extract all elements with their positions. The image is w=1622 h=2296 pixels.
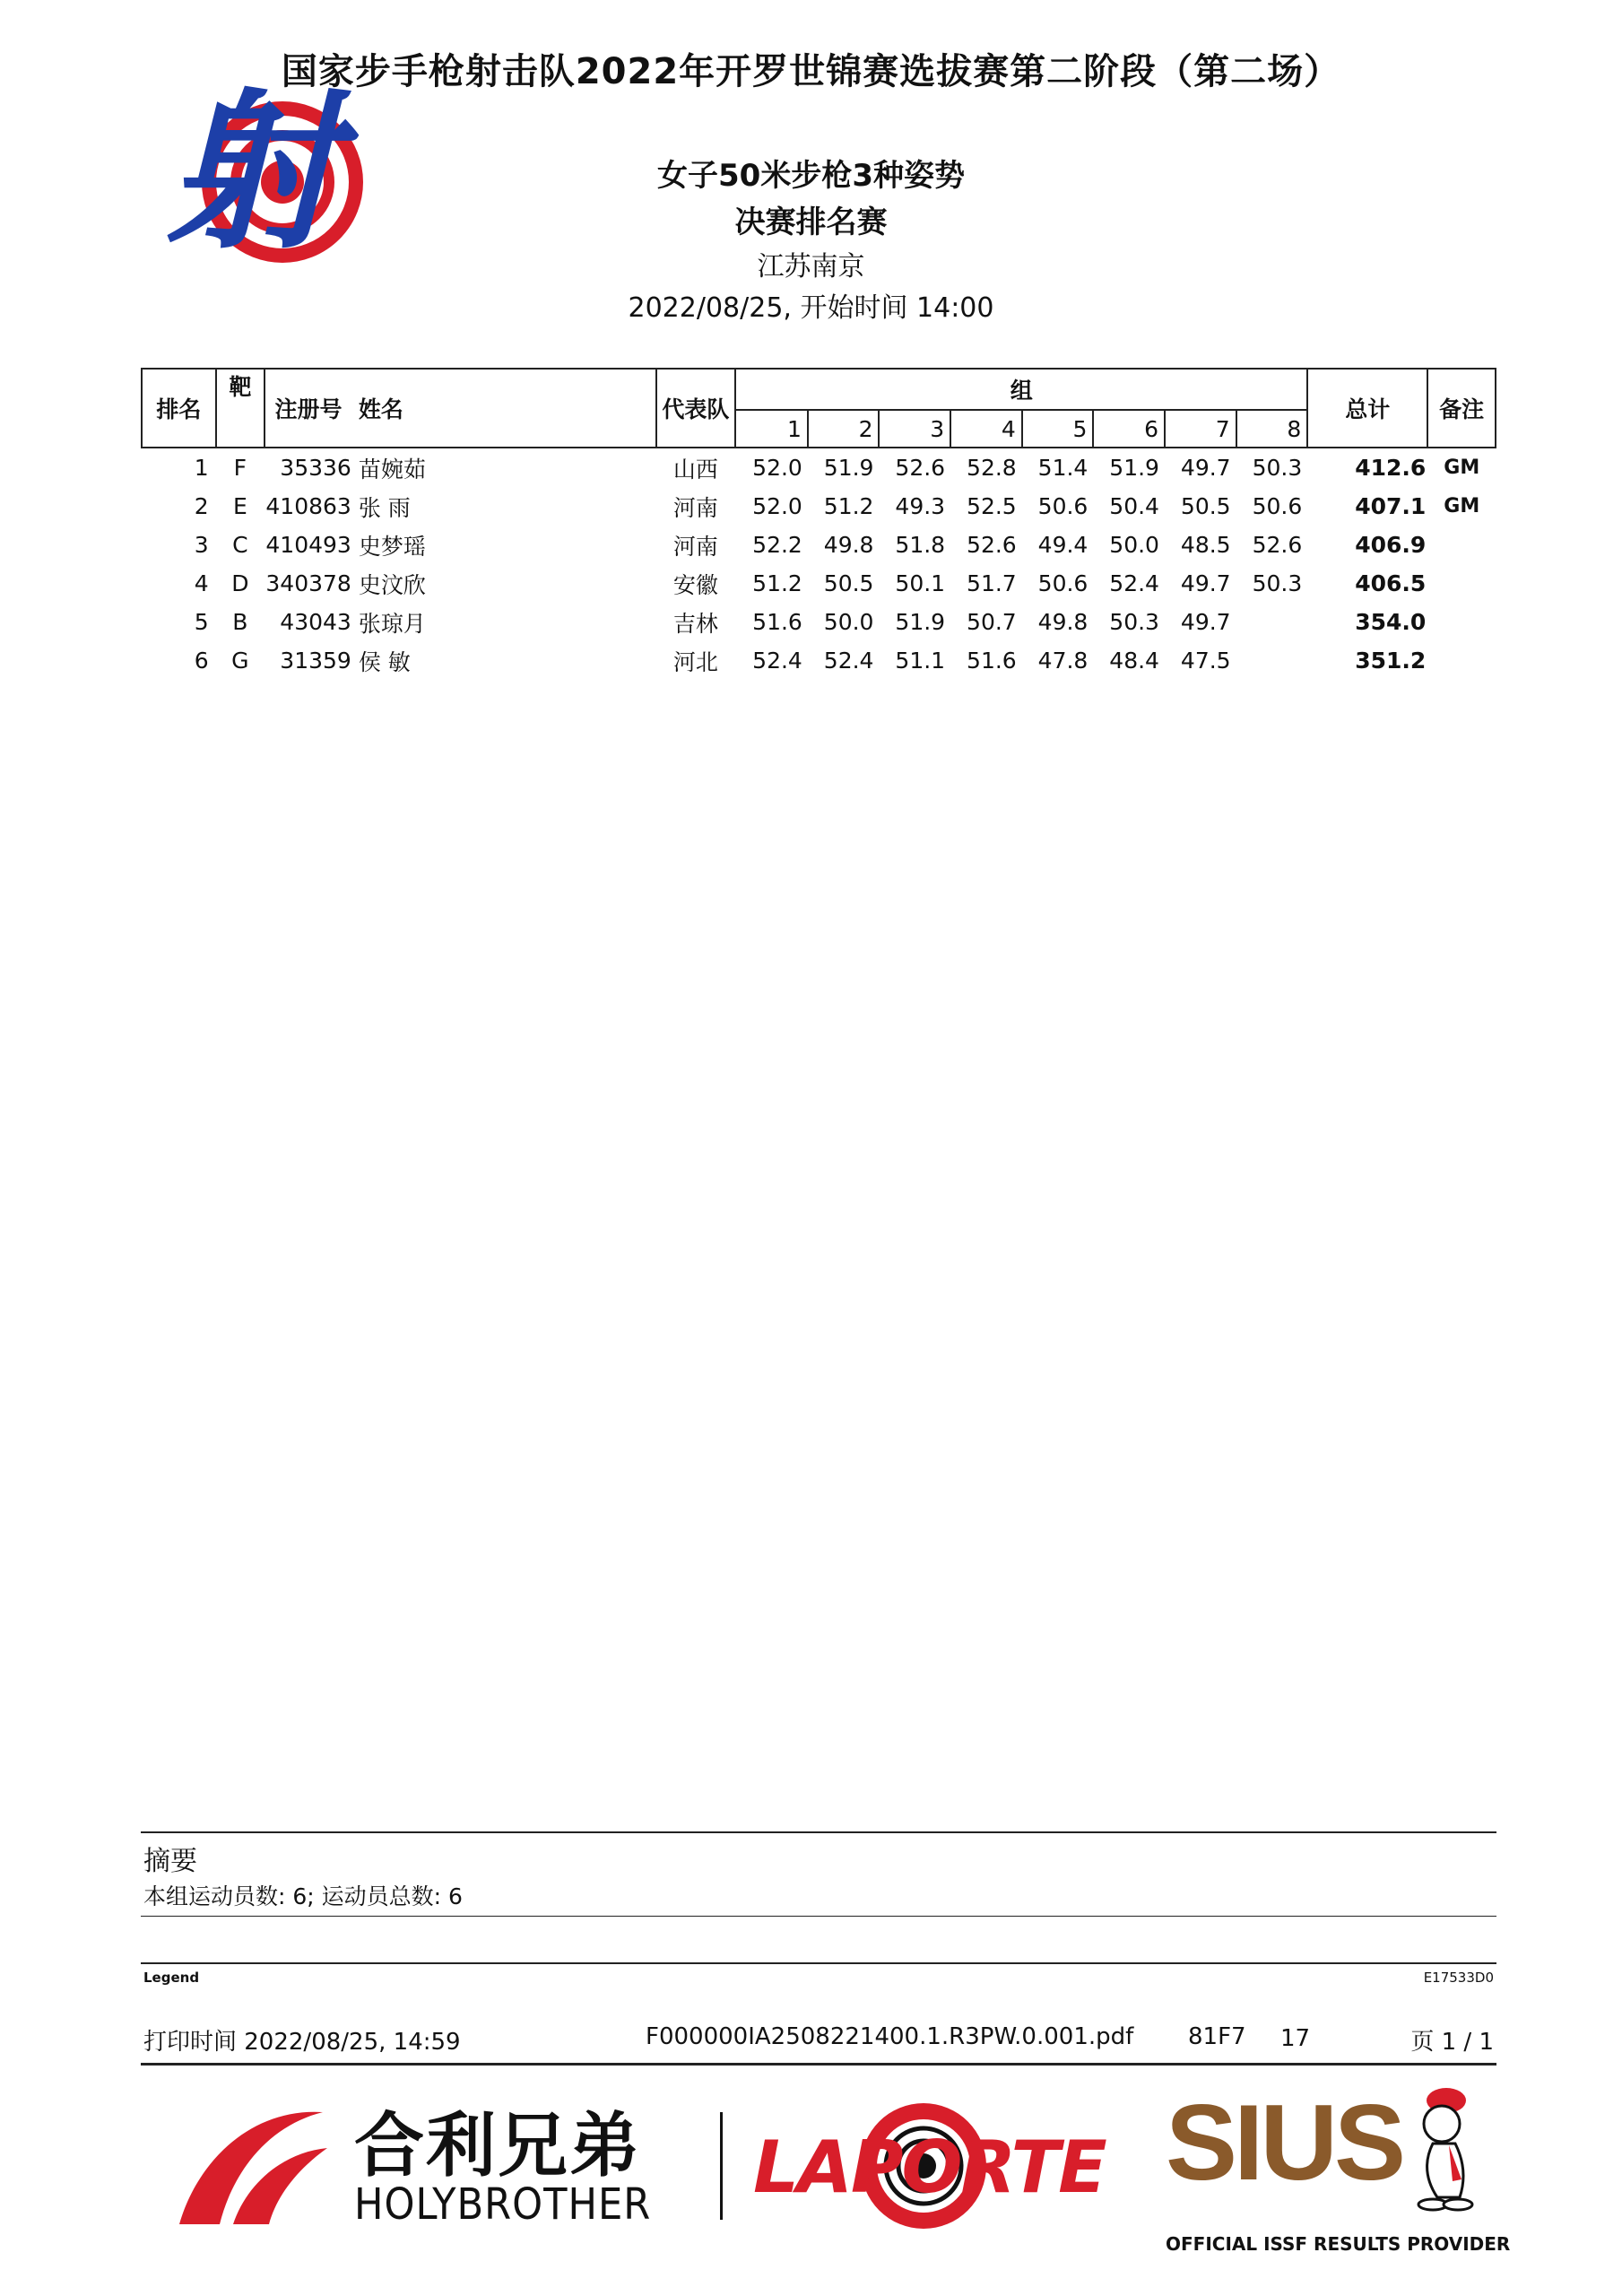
series-score-cell: 51.4 [1037,455,1089,481]
series-score-cell [1236,641,1308,680]
series-score-cell: 48.4 [1109,648,1159,674]
table-row [142,487,1496,526]
summary-title: 摘要 [143,1846,197,1877]
series-score-cell: 52.8 [967,455,1017,481]
header-series-5: 5 [1022,410,1094,448]
total-cell: 412.6 [1355,455,1427,481]
series-score-cell [1236,603,1308,641]
name-cell: 张琼月 [358,610,426,637]
header-series-1: 1 [735,410,808,448]
series-score-cell: 52.4 [823,648,874,674]
series-score-cell: 50.0 [823,609,874,635]
team-cell: 山西 [672,456,718,483]
header-total: 总计 [1307,369,1427,448]
table-row [142,564,1496,603]
header-series-group: 组 [735,369,1307,410]
series-score-cell: 49.7 [1180,570,1231,596]
rank-cell: 6 [194,648,209,674]
target-cell: G [231,648,249,674]
page-number: 页 1 / 1 [1410,2029,1494,2056]
series-score-cell: 50.3 [1252,570,1303,596]
header-series-4: 4 [950,410,1022,448]
reg-cell: 340378 [265,570,351,596]
reg-cell: 43043 [280,609,351,635]
summary-text: 本组运动员数: 6; 运动员总数: 6 [143,1883,463,1909]
series-score-cell: 50.6 [1037,493,1089,519]
series-score-cell: 52.4 [1109,570,1159,596]
series-score-cell: 50.3 [1109,609,1159,635]
table-row [142,448,1496,487]
sius-text: SIUS [1166,2083,1403,2203]
series-score-cell: 52.6 [1252,532,1303,558]
name-cell: 苗婉茹 [358,456,426,483]
sius-tagline: OFFICIAL ISSF RESULTS PROVIDER [1166,2233,1511,2255]
series-score-cell: 51.1 [895,648,946,674]
rank-cell: 1 [194,455,209,481]
header-series-6: 6 [1093,410,1165,448]
series-score-cell: 51.9 [1109,455,1159,481]
rank-cell: 2 [194,493,209,519]
legend-label: Legend [143,1970,200,1986]
total-cell: 406.9 [1355,532,1427,558]
reg-cell: 31359 [280,648,351,674]
results-body [142,448,1496,680]
series-score-cell: 51.7 [967,570,1017,596]
holybrother-swoosh-icon [170,2099,332,2233]
target-cell: F [233,455,247,481]
page-title: 国家步手枪射击队2022年开罗世锦赛选拔赛第二阶段（第二场） [281,51,1341,92]
remark-cell [1427,603,1496,641]
series-score-cell: 49.7 [1180,455,1231,481]
name-cell: 史汶欣 [358,571,426,598]
team-cell: 河南 [672,494,718,521]
rank-cell: 5 [194,609,209,635]
laporte-logo [753,2099,1112,2233]
series-score-cell: 51.2 [823,493,874,519]
series-score-cell: 50.5 [1180,493,1231,519]
holybrother-logo [170,2090,708,2242]
series-score-cell: 52.0 [752,493,802,519]
summary-bottom-rule [141,1916,1496,1917]
team-cell: 吉林 [672,610,718,637]
series-score-cell: 51.8 [895,532,946,558]
series-score-cell: 51.6 [967,648,1017,674]
results-table [141,368,1496,680]
print-time: 打印时间 2022/08/25, 14:59 [143,2029,461,2056]
total-cell: 407.1 [1355,493,1427,519]
series-score-cell: 50.4 [1109,493,1159,519]
event-datetime: 2022/08/25, 开始时间 14:00 [628,292,994,324]
remark-cell [1427,526,1496,564]
series-score-cell: 51.9 [823,455,874,481]
table-row [142,641,1496,680]
sius-mascot-icon [1406,2081,1487,2215]
file-number: 17 [1280,2025,1311,2052]
holybrother-en: HOLYBROTHER [354,2179,652,2230]
holybrother-cn: 合利兄弟 [354,2106,642,2187]
reg-cell: 35336 [280,455,351,481]
series-score-cell: 49.3 [895,493,946,519]
target-cell: C [232,532,248,558]
series-score-cell: 48.5 [1180,532,1231,558]
file-name: F000000IA2508221400.1.R3PW.0.001.pdf [646,2023,1134,2050]
table-row [142,603,1496,641]
header-rank: 排名 [142,369,216,448]
footer-rule [141,1962,1496,1964]
series-score-cell: 50.3 [1252,455,1303,481]
total-cell: 351.2 [1355,648,1427,674]
remark-cell [1427,564,1496,603]
logo-character: 射 [166,74,337,272]
name-cell: 张 雨 [358,494,411,521]
header-remarks: 备注 [1427,369,1496,448]
name-cell: 史梦瑶 [358,533,426,560]
remark-cell: GM [1444,495,1480,517]
series-score-cell: 50.7 [967,609,1017,635]
team-cell: 河南 [672,533,718,560]
series-score-cell: 52.6 [895,455,946,481]
total-cell: 406.5 [1355,570,1427,596]
table-row [142,526,1496,564]
target-cell: E [232,493,247,519]
series-score-cell: 52.6 [967,532,1017,558]
rank-cell: 3 [194,532,209,558]
series-score-cell: 49.7 [1180,609,1231,635]
series-score-cell: 52.0 [752,455,802,481]
team-cell: 河北 [672,648,718,675]
header-series-3: 3 [879,410,950,448]
reg-cell: 410863 [265,493,351,519]
target-cell: D [231,570,249,596]
series-score-cell: 50.6 [1037,570,1089,596]
sponsor-divider [720,2112,723,2220]
sius-logo [1166,2081,1511,2260]
document-code: E17533D0 [1423,1970,1494,1986]
event-title: 女子50米步枪3种姿势 [657,158,965,194]
name-cell: 侯 敏 [358,648,411,675]
header-name: 姓名 [351,369,656,448]
series-score-cell: 50.5 [823,570,874,596]
reg-cell: 410493 [265,532,351,558]
footer-bottom-rule [141,2063,1496,2066]
header-series-7: 7 [1165,410,1236,448]
target-cell: B [232,609,248,635]
remark-cell [1427,641,1496,680]
series-score-cell: 49.8 [823,532,874,558]
series-score-cell: 51.2 [752,570,802,596]
summary-top-rule [141,1831,1496,1833]
rank-cell: 4 [194,570,209,596]
series-score-cell: 47.5 [1180,648,1231,674]
series-score-cell: 50.1 [895,570,946,596]
laporte-text: LAPORTE [753,2126,1106,2209]
series-score-cell: 49.8 [1037,609,1089,635]
header-team: 代表队 [656,369,736,448]
series-score-cell: 51.6 [752,609,802,635]
series-score-cell: 47.8 [1037,648,1089,674]
series-score-cell: 52.2 [752,532,802,558]
remark-cell: GM [1444,457,1480,479]
team-cell: 安徽 [672,571,718,598]
total-cell: 354.0 [1355,609,1427,635]
series-score-cell: 52.4 [752,648,802,674]
header-series-8: 8 [1236,410,1308,448]
series-score-cell: 49.4 [1037,532,1089,558]
series-score-cell: 50.6 [1252,493,1303,519]
header-target: 靶 [216,369,265,448]
series-score-cell: 50.0 [1109,532,1159,558]
file-hash: 81F7 [1188,2023,1246,2050]
phase-title: 决赛排名赛 [734,204,888,240]
location: 江苏南京 [757,251,865,283]
header-reg: 注册号 [265,369,351,448]
header-series-2: 2 [808,410,880,448]
series-score-cell: 52.5 [967,493,1017,519]
series-score-cell: 51.9 [895,609,946,635]
